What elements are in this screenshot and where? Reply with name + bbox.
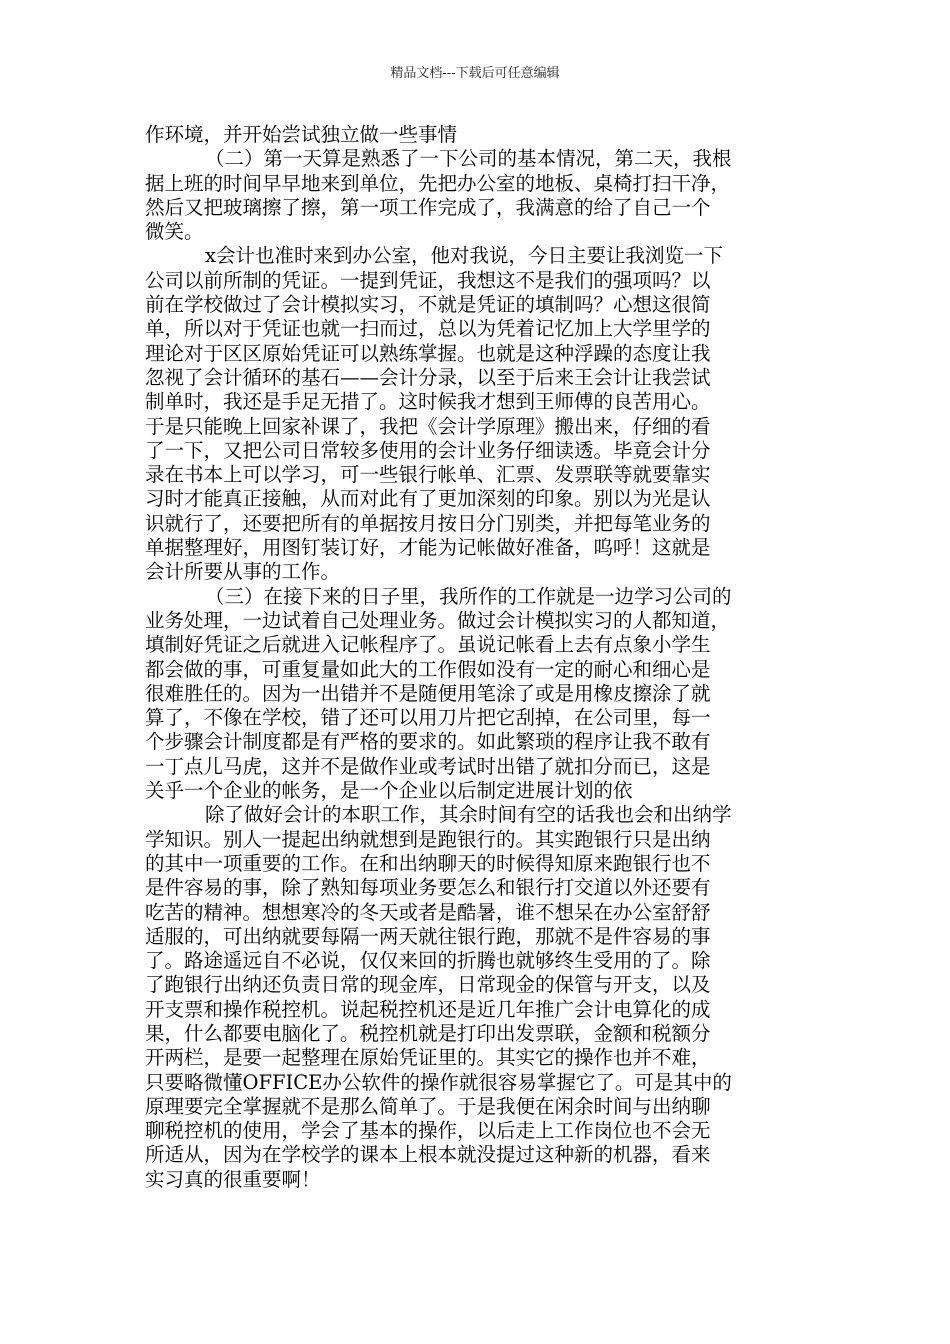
text-line: 一丁点儿马虎，这并不是做作业或考试时出错了就扣分而已，这是 [145,754,711,778]
text-line: 实习真的很重要啊！ [145,1167,321,1191]
paragraph-start-line: （三）在接下来的日子里，我所作的工作就是一边学习公司的 [205,584,732,608]
text-line: 个步骤会计制度都是有严格的要求的。如此繁琐的程序让我不敢有 [145,730,711,754]
text-line: 识就行了，还要把所有的单据按月按日分门别类，并把每笔业务的 [145,511,711,535]
text-line: 了跑银行出纳还负责日常的现金库，日常现金的保管与开支，以及 [145,973,711,997]
text-line: 吃苦的精神。想想寒冷的冬天或者是酷暑，谁不想呆在办公室舒舒 [145,900,711,924]
text-line: 聊税控机的使用，学会了基本的操作，以后走上工作岗位也不会无 [145,1119,711,1143]
text-line: 很难胜任的。因为一出错并不是随便用笔涂了或是用橡皮擦涂了就 [145,681,711,705]
text-line: 了。路途遥远自不必说，仅仅来回的折腾也就够终生受用的了。除 [145,949,711,973]
text-line: 了一下，又把公司日常较多使用的会计业务仔细读透。毕竟会计分 [145,438,711,462]
text-line: 开支票和操作税控机。说起税控机还是近几年推广会计电算化的成 [145,997,711,1021]
text-line: 是件容易的事，除了熟知每项业务要怎么和银行打交道以外还要有 [145,876,711,900]
text-line: 业务处理，一边试着自己处理业务。做过会计模拟实习的人都知道， [145,608,731,632]
text-line: 前在学校做过了会计模拟实习，不就是凭证的填制吗？心想这很简 [145,293,711,317]
text-line: 录在书本上可以学习，可一些银行帐单、汇票、发票联等就要靠实 [145,463,711,487]
paragraph-start-line: （二）第一天算是熟悉了一下公司的基本情况，第二天，我根 [205,147,732,171]
text-line: 制单时，我还是手足无措了。这时候我才想到王师傅的良苦用心。 [145,390,711,414]
text-line: 单据整理好，用图钉装订好，才能为记帐做好准备，呜呼！这就是 [145,536,711,560]
text-line: 理论对于区区原始凭证可以熟练掌握。也就是这种浮躁的态度让我 [145,341,711,365]
text-line: 会计所要从事的工作。 [145,560,341,584]
text-line: 都会做的事，可重复量如此大的工作假如没有一定的耐心和细心是 [145,657,711,681]
text-line: 果，什么都要电脑化了。税控机就是打印出发票联，金额和税额分 [145,1021,711,1045]
text-line: 算了，不像在学校，错了还可以用刀片把它刮掉，在公司里，每一 [145,706,711,730]
text-line: 适服的，可出纳就要每隔一两天就往银行跑，那就不是件容易的事 [145,924,711,948]
text-line: 公司以前所制的凭证。一提到凭证，我想这不是我们的强项吗？以 [145,268,711,292]
text-line: 原理要完全掌握就不是那么简单了。于是我便在闲余时间与出纳聊 [145,1094,711,1118]
document-body [145,123,820,1192]
text-line: 填制好凭证之后就进入记帐程序了。虽说记帐看上去有点象小学生 [145,633,711,657]
text-line: 关乎一个企业的帐务，是一个企业以后制定进展计划的依 [145,779,633,803]
text-line: 开两栏，是要一起整理在原始凭证里的。其实它的操作也并不难， [145,1046,711,1070]
text-line: 学知识。别人一提起出纳就想到是跑银行的。其实跑银行只是出纳 [145,827,711,851]
text-line: 忽视了会计循环的基石——会计分录，以至于后来王会计让我尝试 [145,365,711,389]
text-line: 于是只能晚上回家补课了，我把《会计学原理》搬出来，仔细的看 [145,414,711,438]
paragraph-start-line: x会计也准时来到办公室，他对我说，今日主要让我浏览一下 [205,244,723,268]
text-line: 然后又把玻璃擦了擦，第一项工作完成了，我满意的给了自己一个 [145,195,711,219]
paragraph-start-line: 除了做好会计的本职工作，其余时间有空的话我也会和出纳学 [205,803,732,827]
text-line: 的其中一项重要的工作。在和出纳聊天的时候得知原来跑银行也不 [145,851,711,875]
text-line: 作环境，并开始尝试独立做一些事情 [145,123,458,146]
text-line: 所适从，因为在学校学的课本上根本就没提过这种新的机器，看来 [145,1143,711,1167]
text-line: 单，所以对于凭证也就一扫而过，总以为凭着记忆加上大学里学的 [145,317,711,341]
page-header: 精品文档---下载后可任意编辑 [390,66,560,81]
text-line: 习时才能真正接触，从而对此有了更加深刻的印象。别以为光是认 [145,487,711,511]
text-line: 据上班的时间早早地来到单位，先把办公室的地板、桌椅打扫干净， [145,171,731,195]
text-line: 微笑。 [145,220,204,244]
text-line: 只要略微懂OFFICE办公软件的操作就很容易掌握它了。可是其中的 [145,1070,732,1094]
